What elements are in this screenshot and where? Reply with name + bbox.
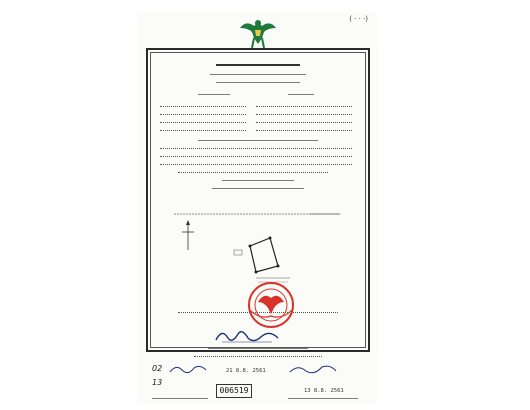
plot-diagram <box>160 192 356 287</box>
date-stamp-right: 13 8.8. 2561 <box>304 388 344 394</box>
margin-number-bottom: 13 <box>152 378 163 387</box>
endorsement-signature-left <box>168 362 208 376</box>
serial-number: 006519 <box>216 384 252 398</box>
north-arrow-icon <box>182 220 194 250</box>
margin-number-top: 02 <box>152 364 163 373</box>
endorsement-signature-right <box>288 362 338 376</box>
title-deed-document <box>138 12 378 404</box>
registrar-signature <box>212 324 282 346</box>
date-stamp-left: 21 8.8. 2561 <box>226 368 266 374</box>
land-plot <box>249 237 280 274</box>
form-code: ( · · ·) <box>349 15 368 23</box>
official-seal-icon <box>246 280 296 330</box>
